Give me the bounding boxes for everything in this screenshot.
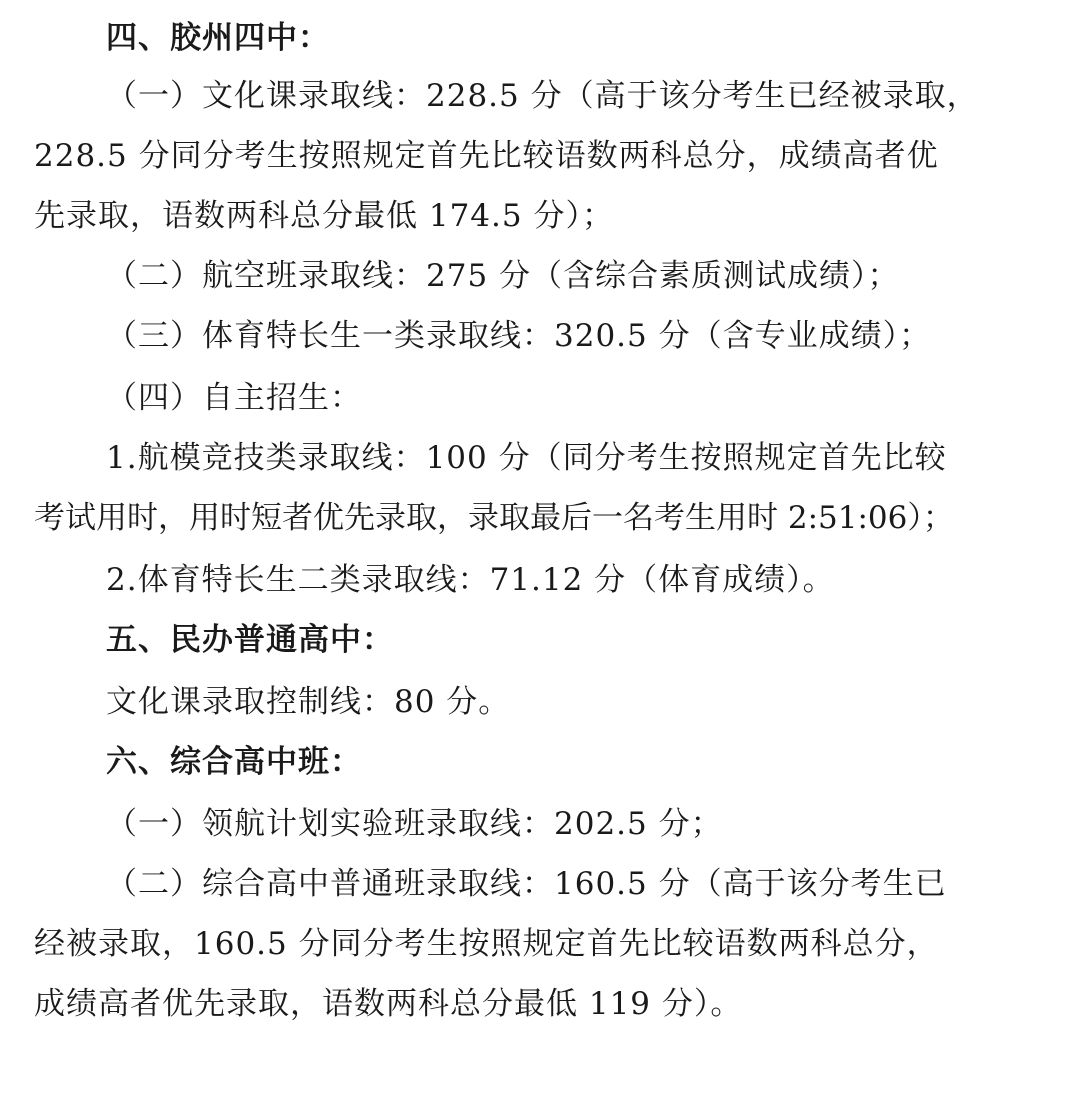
section-6-item-1: （一）领航计划实验班录取线：202.5 分； — [106, 806, 723, 842]
section-4-item-4-sub-2: 2.体育特长生二类录取线：71.12 分（体育成绩）。 — [106, 562, 835, 598]
section-6-item-2-line-3: 成绩高者优先录取，语数两科总分最低 119 分）。 — [34, 986, 743, 1022]
section-4-item-3: （三）体育特长生一类录取线：320.5 分（含专业成绩）； — [106, 318, 932, 354]
section-5-heading: 五、民办普通高中： — [106, 622, 394, 658]
section-6-item-2-line-2: 经被录取，160.5 分同分考生按照规定首先比较语数两科总分， — [34, 926, 939, 962]
section-6-item-2-line-1: （二）综合高中普通班录取线：160.5 分（高于该分考生已 — [106, 866, 947, 902]
section-4-item-1-line-1: （一）文化课录取线：228.5 分（高于该分考生已经被录取， — [106, 78, 979, 114]
section-4-item-2: （二）航空班录取线：275 分（含综合素质测试成绩）； — [106, 258, 900, 294]
section-4-item-1-line-2: 228.5 分同分考生按照规定首先比较语数两科总分，成绩高者优 — [34, 138, 939, 174]
section-5-text: 文化课录取控制线：80 分。 — [106, 684, 511, 720]
section-4-item-4-sub-1-line-1: 1.航模竞技类录取线：100 分（同分考生按照规定首先比较 — [106, 440, 947, 476]
section-4-item-4-sub-1-line-2: 考试用时，用时短者优先录取，录取最后一名考生用时 2:51:06）； — [34, 500, 954, 536]
section-6-heading: 六、综合高中班： — [106, 744, 362, 780]
section-4-item-1-line-3: 先录取，语数两科总分最低 174.5 分）； — [34, 198, 614, 234]
section-4-heading: 四、胶州四中： — [106, 20, 330, 56]
section-4-item-4-title: （四）自主招生： — [106, 380, 362, 416]
